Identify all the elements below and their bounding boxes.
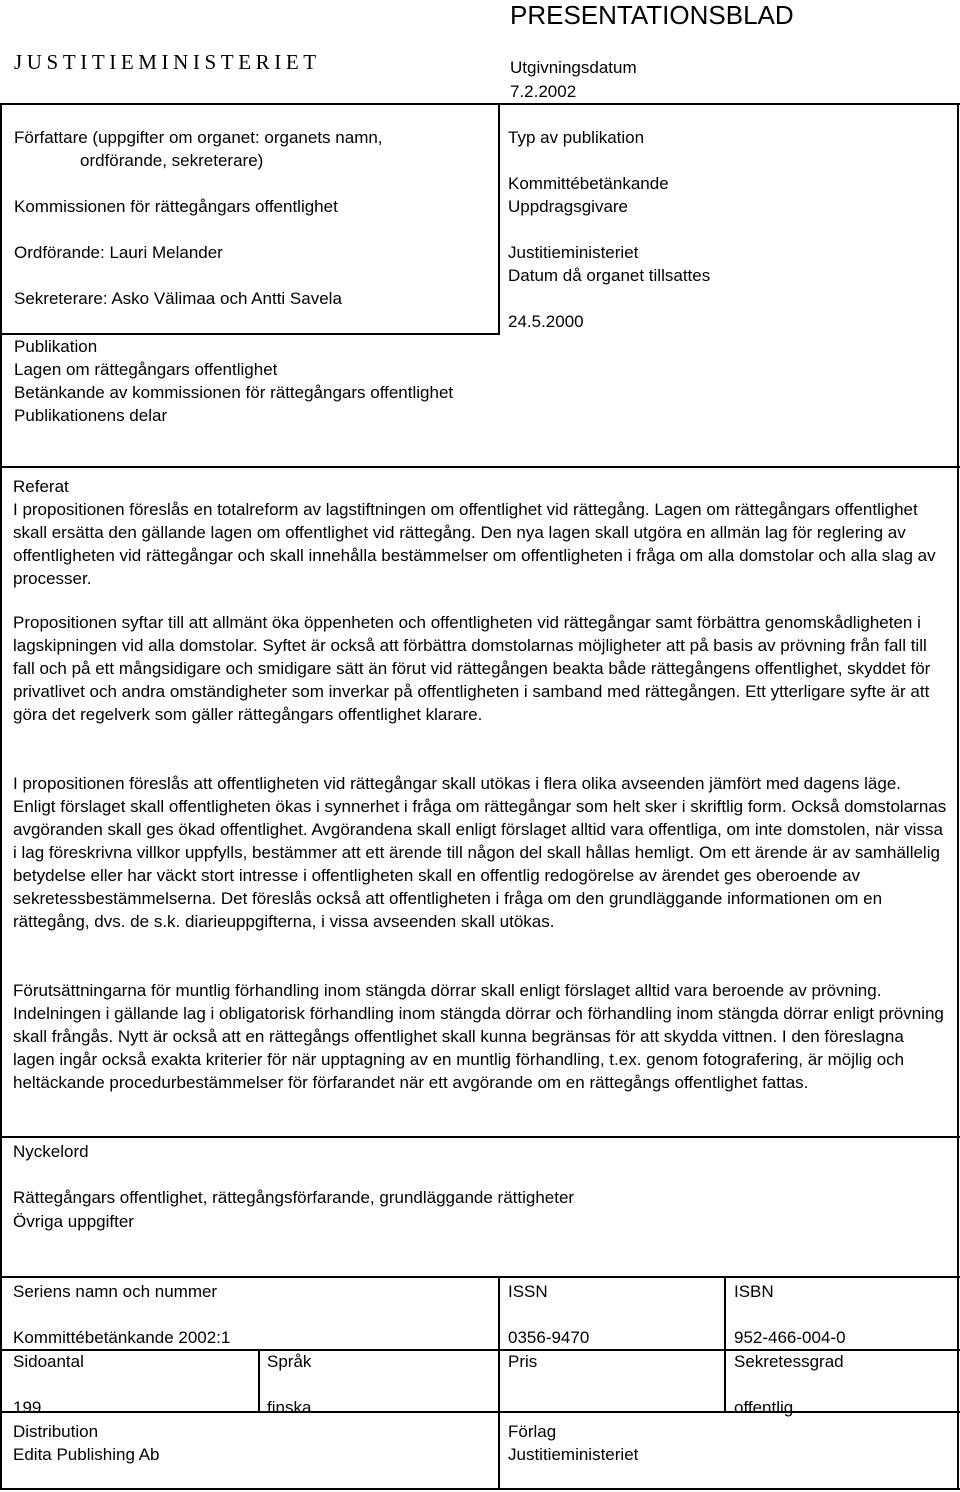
publication-type-value: Kommittébetänkande (508, 174, 669, 193)
author-secretaries: Sekreterare: Asko Välimaa och Antti Savela (14, 289, 342, 308)
isbn-label: ISBN (734, 1282, 774, 1301)
distribution-value: Edita Publishing Ab (13, 1445, 160, 1464)
author-label-line1: Författare (uppgifter om organet: organets namn, (14, 128, 383, 147)
issn-value: 0356-9470 (508, 1328, 590, 1347)
appointed-date-value: 24.5.2000 (508, 312, 584, 331)
footer-divider-3 (258, 1349, 260, 1411)
abstract-paragraph-2: Propositionen syftar till att allmänt öka öppenheten och offentligheten vid rättegångar samt förbättra genomskådligheten i lagskipningen vid alla domstolar. Syftet är också att förbättra domstolarnas möjligheter att på basis av prövning från fall till fall och på ett mångsidigare och smidigare sätt än förut vid rättegången beakta både rättegångens offentlighet, skyddet för privatlivet och andra omständigheter som inverkar på offentligheten i samband med rättegången. Ett ytterligare syfte är att göra det regelverk som gäller rättegångars offentlighet klarare. (13, 613, 931, 724)
secrecy-label: Sekretessgrad (734, 1352, 844, 1371)
publication-subtitle: Betänkande av kommissionen för rättegångars offentlighet (14, 383, 454, 402)
main-box-top-border (0, 103, 960, 105)
publication-title: Lagen om rättegångars offentlighet (14, 360, 278, 379)
main-box-right-border (957, 103, 959, 1490)
keywords-value: Rättegångars offentlighet, rättegångsförfarande, grundläggande rättigheter (13, 1188, 575, 1207)
main-box-bottom-border (0, 1488, 960, 1490)
series-value: Kommittébetänkande 2002:1 (13, 1328, 231, 1347)
price-label: Pris (508, 1352, 538, 1371)
author-organ-name: Kommissionen för rättegångars offentlighet (14, 197, 338, 216)
pages-label: Sidoantal (13, 1352, 84, 1371)
publication-parts-label: Publikationens delar (14, 406, 168, 425)
footer-divider-1 (498, 1276, 500, 1488)
document-type-title: PRESENTATIONSBLAD (510, 0, 794, 30)
publication-section-bottom-border (0, 466, 960, 468)
keywords-label: Nyckelord (13, 1142, 89, 1161)
ministry-name: JUSTITIEMINISTERIET (14, 50, 321, 74)
other-info-label: Övriga uppgifter (13, 1212, 134, 1231)
issue-date-value: 7.2.2002 (510, 82, 577, 101)
abstract-label: Referat (13, 477, 69, 496)
pages-value: 199 (13, 1398, 42, 1417)
footer-row-border-2 (0, 1411, 960, 1413)
abstract-paragraph-4: Förutsättningarna för muntlig förhandling inom stängda dörrar skall enligt förslaget alltid vara beroende av prövning. Indelningen i gällande lag i obligatorisk förhandling inom stängda dörrar och förhandling inom stängda dörrar enligt prövning skall frångås. Nytt är också att en rättegångs offentlighet skall kunna begränsas för att skydda vittnen. I den föreslagna lagen ingår också exakta kriterier för när upptagning av en muntlig förhandling, t.ex. genom fotografering, är möjlig och heltäckande procedurbestämmelser för förfarandet när ett avgörande om en rättegångs offentlighet fattas. (13, 981, 944, 1092)
author-label-line2: ordförande, sekreterare) (80, 151, 264, 170)
publication-label: Publikation (14, 337, 98, 356)
series-label: Seriens namn och nummer (13, 1282, 218, 1301)
publisher-value: Justitieministeriet (508, 1445, 639, 1464)
language-value: finska (267, 1398, 312, 1417)
isbn-value: 952-466-004-0 (734, 1328, 846, 1347)
footer-divider-2 (724, 1276, 726, 1412)
abstract-paragraph-3: I propositionen föreslås att offentligheten vid rättegångar skall utökas i flera olika avseenden jämfört med dagens läge. Enligt förslaget skall offentligheten ökas i synnerhet i fråga om rättegångar som helt sker i skriftlig form. Också domstolarnas avgöranden skall ges ökad offentlighet. Avgörandena skall enligt förslaget alltid vara offentliga, om inte domstolen, när vissa i lag föreskrivna villkor uppfylls, bestämmer att ett ärende till någon del skall hållas hemligt. Om ett ärende är av samhällelig betydelse eller har väckt stort intresse i offentligheten skall en offentlig redogörelse av ärendet ges oberoende av sekretessbestämmelserna. Det föreslås också att offentligheten i fråga om den grundläggande informationen om en rättegång, dvs. de s.k. diarieuppgifterna, i vissa avseenden skall utökas. (13, 774, 947, 931)
abstract-section-bottom-border (0, 1136, 960, 1138)
issue-date-label: Utgivningsdatum (510, 58, 637, 77)
header-column-divider (498, 103, 500, 335)
main-box-left-border (0, 103, 2, 1490)
publication-type-label: Typ av publikation (508, 128, 645, 147)
appointed-date-label: Datum då organet tillsattes (508, 266, 711, 285)
distribution-label: Distribution (13, 1422, 99, 1441)
abstract-paragraph-1: I propositionen föreslås en totalreform av lagstiftningen om offentlighet vid rättegång. Lagen om rättegångars offentlighet skall ersätta den gällande lagen om offentlighet vid rättegång. Den nya lagen skall utgöra en allmän lag för reglering av offentligheten vid rättegångar och skall innehålla bestämmelser om offentligheten i fråga om alla domstolar och alla slag av processer. (13, 500, 936, 588)
commissioner-value: Justitieministeriet (508, 243, 639, 262)
secrecy-value: offentlig (734, 1398, 794, 1417)
footer-section-top-border (0, 1276, 960, 1278)
publisher-label: Förlag (508, 1422, 557, 1441)
language-label: Språk (267, 1352, 312, 1371)
issn-label: ISSN (508, 1282, 548, 1301)
author-chair: Ordförande: Lauri Melander (14, 243, 223, 262)
commissioner-label: Uppdragsgivare (508, 197, 629, 216)
